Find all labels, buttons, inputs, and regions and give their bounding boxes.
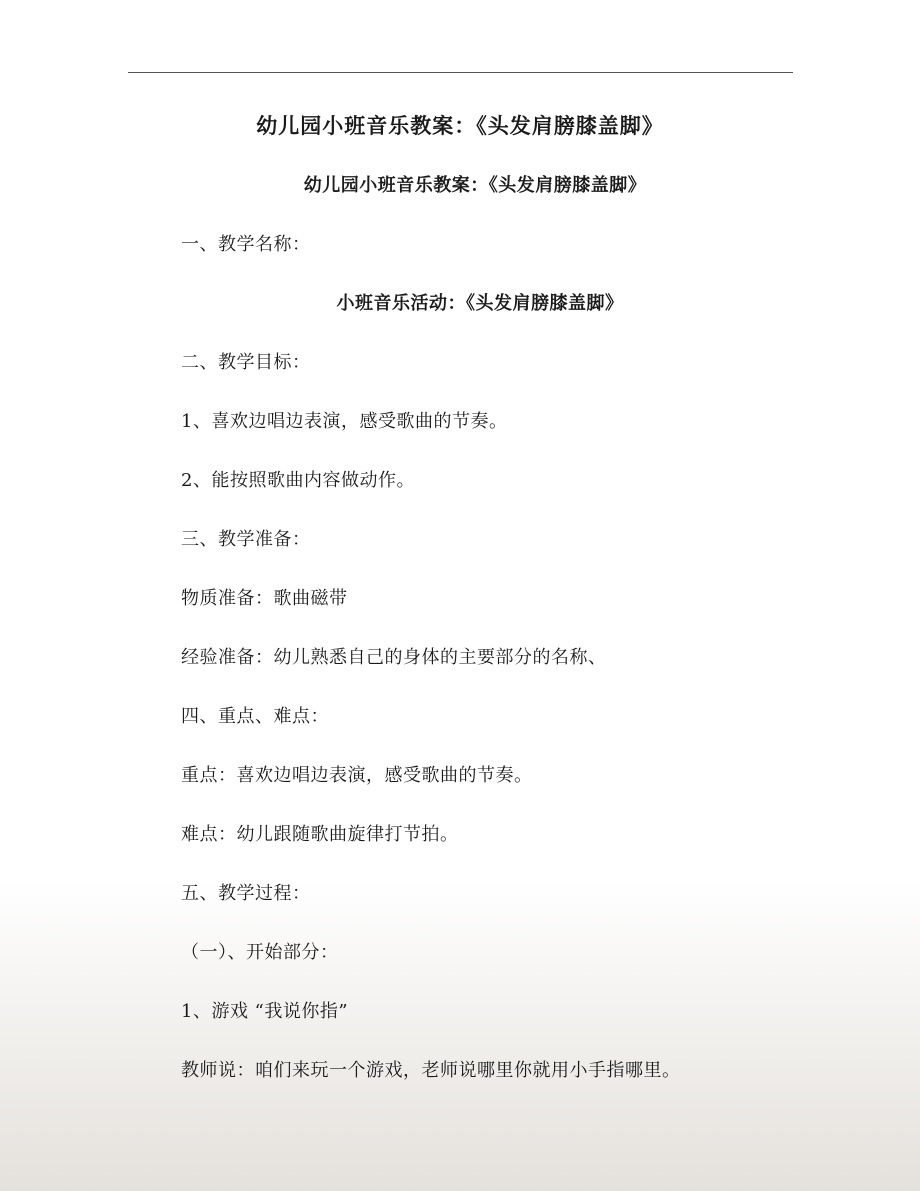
goal-item-1: 1、喜欢边唱边表演，感受歌曲的节奏。	[181, 411, 508, 432]
key-point: 重点：喜欢边唱边表演，感受歌曲的节奏。	[181, 765, 533, 786]
game-title: 1、游戏 “我说你指”	[181, 1001, 349, 1022]
section-heading-goals: 二、教学目标：	[181, 352, 311, 373]
document-title: 幼儿园小班音乐教案：《头发肩膀膝盖脚》	[256, 113, 664, 138]
section-heading-key-points: 四、重点、难点：	[181, 706, 329, 727]
document-subtitle: 幼儿园小班音乐教案：《头发肩膀膝盖脚》	[303, 175, 647, 196]
material-preparation: 物质准备：歌曲磁带	[181, 588, 348, 609]
teacher-says: 教师说：咱们来玩一个游戏，老师说哪里你就用小手指哪里。	[181, 1060, 681, 1081]
section-heading-preparation: 三、教学准备：	[181, 529, 311, 550]
section-heading-process: 五、教学过程：	[181, 883, 311, 904]
activity-name: 小班音乐活动：《头发肩膀膝盖脚》	[336, 293, 624, 314]
header-rule	[128, 72, 793, 73]
goal-item-2: 2、能按照歌曲内容做动作。	[181, 470, 415, 491]
difficult-point: 难点：幼儿跟随歌曲旋律打节拍。	[181, 824, 459, 845]
experience-preparation: 经验准备：幼儿熟悉自己的身体的主要部分的名称、	[181, 647, 607, 668]
process-part-start: （一）、开始部分：	[181, 942, 339, 963]
section-heading-name: 一、教学名称：	[181, 234, 311, 255]
